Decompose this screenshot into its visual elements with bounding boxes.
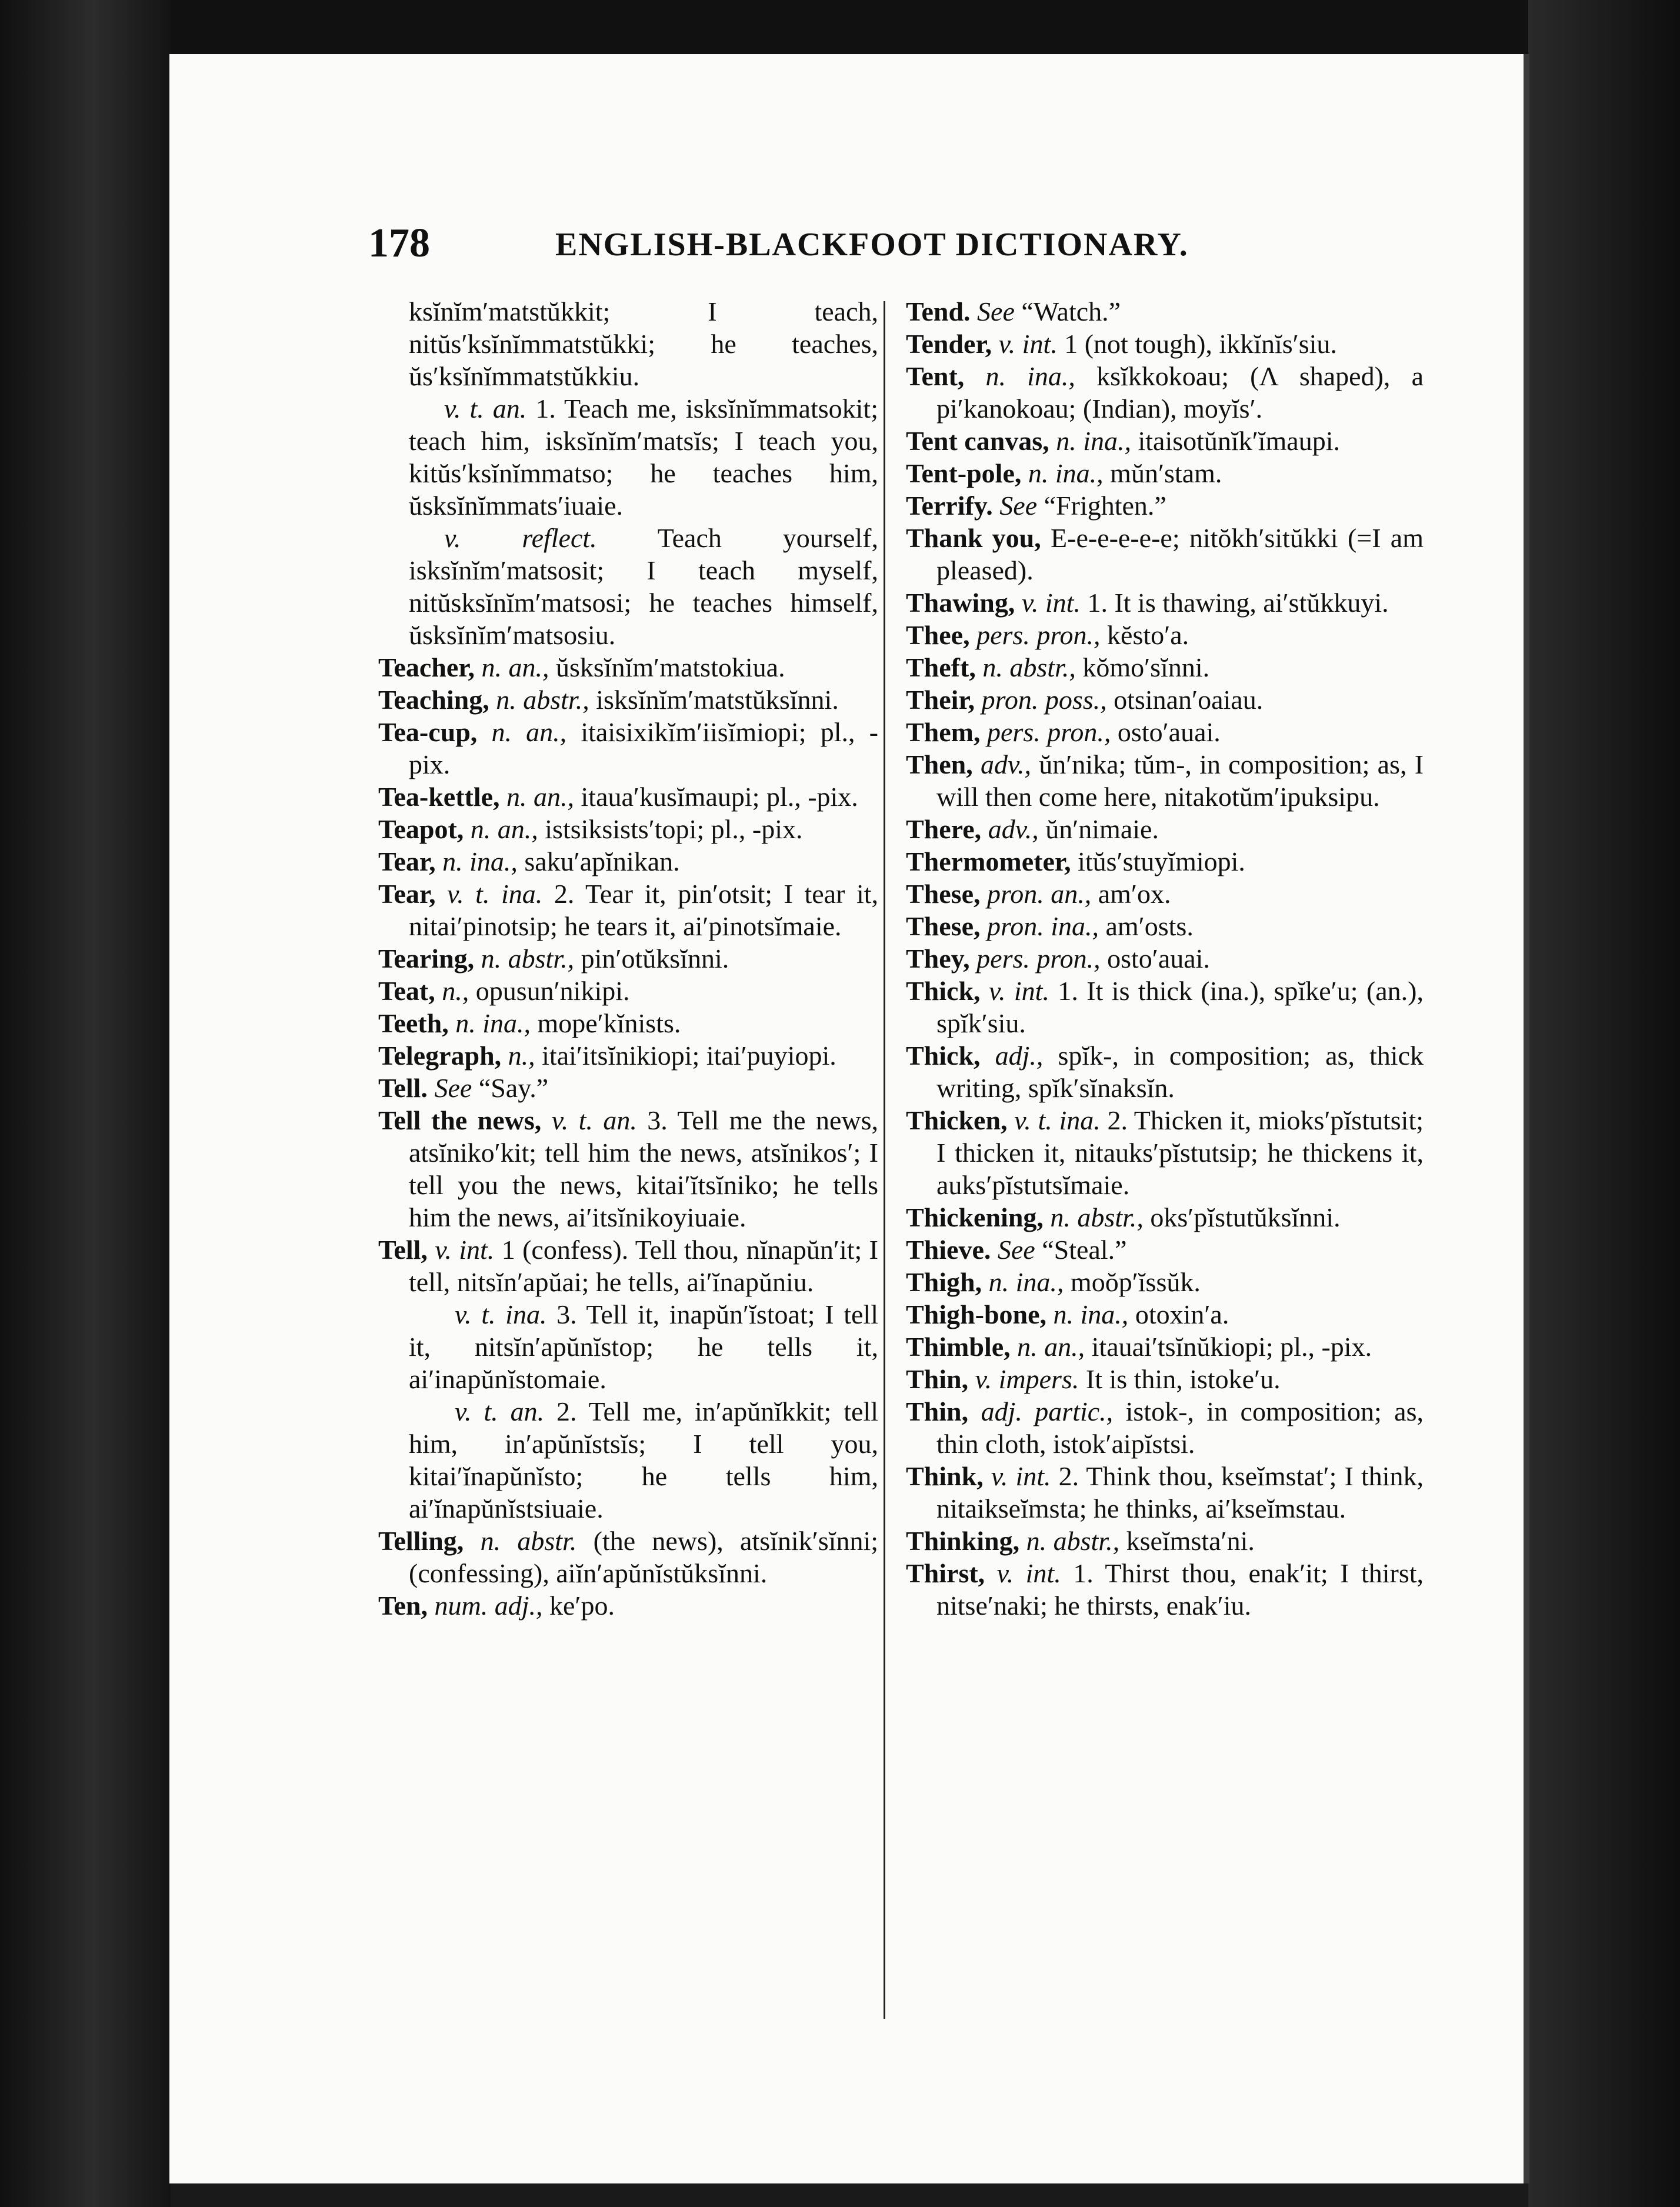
definition: istok-, in composition; as, thin cloth, istok′aipĭstsi.: [936, 1396, 1424, 1459]
dictionary-entry: [906, 1201, 1424, 1233]
dictionary-entry: [906, 328, 1424, 360]
sense-label: v. t. an.: [455, 1396, 545, 1426]
dictionary-entry: [378, 975, 878, 1007]
part-of-speech: pron. poss.,: [981, 685, 1107, 715]
definition: E-e-e-e-e-e; nitŏkh′sitŭkki (=I am pleased).: [936, 523, 1424, 585]
dictionary-entry: [378, 845, 878, 878]
part-of-speech: n. abstr.,: [982, 652, 1076, 682]
definition: ke′po.: [542, 1591, 615, 1621]
dictionary-entry: [906, 457, 1424, 489]
dictionary-entry: [906, 1039, 1424, 1104]
definition: otoxin′a.: [1128, 1299, 1229, 1329]
headword: Tear,: [378, 846, 436, 876]
part-of-speech: n. ina.,: [442, 846, 518, 876]
part-of-speech: See: [997, 1235, 1035, 1265]
definition: “Say.”: [472, 1073, 549, 1103]
dictionary-entry: [906, 295, 1424, 328]
headword: Teapot,: [378, 814, 464, 844]
dictionary-entry: [906, 878, 1424, 910]
definition: ksĭkkokoau; (Λ shaped), a pi′kanokoau; (Indian), moyĭs′.: [936, 361, 1424, 424]
part-of-speech: v. int.: [996, 1558, 1061, 1588]
scan-border-left: [0, 0, 171, 2207]
part-of-speech: v. impers.: [975, 1364, 1079, 1394]
dictionary-entry: [906, 813, 1424, 845]
part-of-speech: pers. pron.,: [987, 717, 1111, 747]
definition: itauai′tsĭnŭkiopi; pl., -pix.: [1085, 1332, 1372, 1362]
part-of-speech: pers. pron.,: [976, 944, 1101, 974]
definition: ŭsksĭnĭm′matstokiua.: [549, 652, 785, 682]
definition: osto′auai.: [1111, 717, 1221, 747]
dictionary-entry: [378, 684, 878, 716]
definition: isksĭnĭm′matstŭksĭnni.: [589, 685, 839, 715]
part-of-speech: adv.,: [988, 814, 1039, 844]
dictionary-entry: [906, 1331, 1424, 1363]
dictionary-entry: [906, 360, 1424, 425]
dictionary-entry: [906, 748, 1424, 813]
definition: saku′apĭnikan.: [517, 846, 680, 876]
dictionary-page: [169, 54, 1529, 2183]
definition: “Steal.”: [1035, 1235, 1127, 1265]
definition: itŭs′stuyĭmiopi.: [1071, 846, 1245, 876]
dictionary-entry: [906, 1298, 1424, 1331]
part-of-speech: pron. an.,: [987, 879, 1092, 909]
headword: Thin,: [906, 1364, 969, 1394]
definition: itaisotŭnĭk′ĭmaupi.: [1131, 426, 1341, 456]
dictionary-entry: [906, 1395, 1424, 1460]
sub-sense: [378, 392, 878, 522]
right-column: [906, 295, 1424, 1622]
dictionary-entry: [906, 619, 1424, 651]
part-of-speech: n. an.,: [1017, 1332, 1085, 1362]
headword: Thick,: [906, 976, 981, 1006]
part-of-speech: adj.,: [995, 1041, 1044, 1071]
dictionary-entry: [906, 1460, 1424, 1525]
dictionary-entry: [378, 716, 878, 781]
headword: Tea-cup,: [378, 717, 478, 747]
part-of-speech: v. t. ina.: [447, 879, 543, 909]
part-of-speech: n. abstr.: [480, 1526, 577, 1556]
definition: pin′otŭksĭnni.: [574, 944, 729, 974]
part-of-speech: n. an.,: [481, 652, 549, 682]
part-of-speech: v. int.: [998, 329, 1058, 359]
page-edge-shadow: [1524, 54, 1529, 2183]
definition: 1 (confess). Tell thou, nĭnapŭn′it; I tell, nitsĭn′apŭai; he tells, ai′ĭnapŭniu.: [409, 1235, 879, 1297]
headword: Thimble,: [906, 1332, 1011, 1362]
headword: Thin,: [906, 1396, 969, 1426]
headword: Tent-pole,: [906, 458, 1022, 488]
sense-body: 1. Teach me, isksĭnĭmmatsokit; teach him, isksĭnĭm′matsĭs; I teach you, kitŭs′ksĭnĭmmatso; he teaches him, ŭsksĭnĭmmats′iuaie.: [409, 394, 878, 521]
headword: Their,: [906, 685, 975, 715]
part-of-speech: n. abstr.,: [481, 944, 575, 974]
headword: Tea-kettle,: [378, 782, 500, 812]
dictionary-entry: [906, 975, 1424, 1039]
part-of-speech: pers. pron.,: [976, 620, 1101, 650]
part-of-speech: n. ina.,: [1053, 1299, 1129, 1329]
headword: Thickening,: [906, 1202, 1044, 1232]
dictionary-entry: [378, 878, 878, 942]
definition: 1. It is thick (ina.), spĭke′u; (an.), spĭk′siu.: [936, 976, 1424, 1038]
part-of-speech: n. abstr.,: [1050, 1202, 1144, 1232]
dictionary-entry: [906, 910, 1424, 942]
scan-speck: [1147, 18, 1151, 28]
headword: Thick,: [906, 1041, 981, 1071]
part-of-speech: n. abstr.,: [1026, 1526, 1120, 1556]
headword: Thigh-bone,: [906, 1299, 1047, 1329]
page-number: 178: [368, 221, 430, 266]
headword: Teaching,: [378, 685, 489, 715]
left-column: [378, 295, 878, 1622]
running-title: ENGLISH-BLACKFOOT DICTIONARY.: [555, 226, 1189, 263]
sub-sense: [378, 522, 878, 651]
part-of-speech: n. abstr.,: [496, 685, 589, 715]
part-of-speech: n. an.,: [470, 814, 538, 844]
headword: These,: [906, 879, 981, 909]
definition: otsinan′oaiau.: [1106, 685, 1264, 715]
part-of-speech: v. int.: [988, 976, 1049, 1006]
definition: 2. Tear it, pin′otsit; I tear it, nitai′pinotsip; he tears it, ai′pinotsĭmaie.: [409, 879, 878, 941]
definition: It is thin, istoke′u.: [1079, 1364, 1281, 1394]
sense-body: Teach yourself, isksĭnĭm′matsosit; I teach myself, nitŭsksĭnĭm′matsosi; he teaches himself, ŭsksĭnĭm′matsosiu.: [409, 523, 879, 650]
part-of-speech: v. t. an.: [551, 1105, 637, 1135]
headword: Theft,: [906, 652, 976, 682]
part-of-speech: v. t. ina.: [1014, 1105, 1101, 1135]
headword: They,: [906, 944, 970, 974]
dictionary-entry: [378, 1525, 878, 1589]
part-of-speech: n. ina.,: [455, 1008, 531, 1038]
headword: Ten,: [378, 1591, 428, 1621]
sense-label: v. t. ina.: [455, 1299, 547, 1329]
definition: moŏp′ĭssŭk.: [1064, 1267, 1201, 1297]
definition: am′ox.: [1091, 879, 1171, 909]
headword: Thee,: [906, 620, 970, 650]
sense-body: 3. Tell it, inapŭn′ĭstoat; I tell it, nitsĭn′apŭnĭstop; he tells it, ai′inapŭnĭstomaie.: [409, 1299, 878, 1394]
dictionary-entry: [906, 942, 1424, 975]
definition: istsiksists′topi; pl., -pix.: [538, 814, 803, 844]
definition: ŭn′nimaie.: [1038, 814, 1159, 844]
sense-label: v. reflect.: [444, 523, 597, 553]
part-of-speech: n. an.,: [506, 782, 575, 812]
definition: mope′kĭnists.: [530, 1008, 681, 1038]
headword: Tear,: [378, 879, 436, 909]
headword: Thigh,: [906, 1267, 982, 1297]
headword: Tend.: [906, 296, 971, 326]
definition: itai′itsĭnikiopi; itai′puyiopi.: [535, 1041, 836, 1071]
dictionary-entry: [378, 1072, 878, 1104]
headword: Then,: [906, 749, 973, 779]
dictionary-entry: [906, 684, 1424, 716]
definition: 3. Tell me the news, atsĭniko′kit; tell him the news, atsĭnikos′; I tell you the news, kitai′ĭtsĭniko; he tells him the news, ai′itsĭnikoyiuaie.: [409, 1105, 878, 1232]
headword: Teeth,: [378, 1008, 449, 1038]
dictionary-entry: [906, 651, 1424, 684]
part-of-speech: num. adj.,: [434, 1591, 543, 1621]
definition: opusun′nikipi.: [469, 976, 630, 1006]
part-of-speech: n.,: [508, 1041, 535, 1071]
dictionary-entry: [906, 1266, 1424, 1298]
headword: Tent canvas,: [906, 426, 1049, 456]
entry-continuation: [378, 295, 878, 392]
dictionary-entry: [378, 1104, 878, 1233]
headword: Thinking,: [906, 1526, 1020, 1556]
definition: mŭn′stam.: [1103, 458, 1222, 488]
definition: oks′pĭstutŭksĭnni.: [1143, 1202, 1341, 1232]
part-of-speech: See: [977, 296, 1015, 326]
headword: Tell,: [378, 1235, 428, 1265]
dictionary-entry: [906, 1233, 1424, 1266]
definition: 1 (not tough), ikkĭnĭs′siu.: [1057, 329, 1337, 359]
headword: Telegraph,: [378, 1041, 502, 1071]
headword: Thermometer,: [906, 846, 1071, 876]
dictionary-entry: [906, 1557, 1424, 1622]
dictionary-entry: [378, 1007, 878, 1039]
entry-text: ksĭnĭm′matstŭkkit; I teach, nitŭs′ksĭnĭmmatstŭkki; he teaches, ŭs′ksĭnĭmmatstŭkkiu.: [409, 296, 878, 391]
scan-border-right: [1528, 0, 1680, 2207]
definition: kĕsto′a.: [1100, 620, 1189, 650]
definition: kŏmo′sĭnni.: [1075, 652, 1210, 682]
column-divider: [884, 301, 885, 2019]
headword: Teat,: [378, 976, 435, 1006]
page-header: [368, 220, 1368, 273]
definition: spĭk-, in composition; as, thick writing, spĭk′sĭnaksĭn.: [936, 1041, 1424, 1103]
dictionary-entry: [378, 1233, 878, 1298]
definition: am′osts.: [1098, 911, 1194, 941]
part-of-speech: adj. partic.,: [981, 1396, 1114, 1426]
part-of-speech: n. ina.,: [988, 1267, 1064, 1297]
part-of-speech: v. int.: [1021, 588, 1081, 618]
part-of-speech: See: [999, 491, 1038, 521]
dictionary-entry: [378, 651, 878, 684]
scan-border-top: [0, 0, 1680, 54]
headword: Telling,: [378, 1526, 464, 1556]
headword: Thank you,: [906, 523, 1041, 553]
definition: “Frighten.”: [1037, 491, 1166, 521]
dictionary-entry: [906, 1525, 1424, 1557]
dictionary-entry: [906, 1104, 1424, 1201]
definition: osto′auai.: [1100, 944, 1210, 974]
headword: Terrify.: [906, 491, 993, 521]
dictionary-entry: [906, 489, 1424, 522]
part-of-speech: adv.,: [981, 749, 1032, 779]
headword: These,: [906, 911, 981, 941]
definition: ŭn′nika; tŭm-, in composition; as, I will then come here, nitakotŭm′ipuksipu.: [936, 749, 1424, 812]
part-of-speech: v. int.: [435, 1235, 495, 1265]
part-of-speech: n.,: [442, 976, 469, 1006]
part-of-speech: v. int.: [991, 1461, 1051, 1491]
headword: Tell.: [378, 1073, 428, 1103]
part-of-speech: n. an.,: [491, 717, 567, 747]
sub-sense: [378, 1395, 878, 1525]
definition: 2. Think thou, kseĭmstat′; I think, nitaikseĭmsta; he thinks, ai′kseĭmstau.: [936, 1461, 1424, 1523]
sense-body: 2. Tell me, in′apŭnĭkkit; tell him, in′apŭnĭstsĭs; I tell you, kitai′ĭnapŭnĭsto; he tells him, ai′ĭnapŭnĭstsiuaie.: [409, 1396, 878, 1523]
definition: “Watch.”: [1014, 296, 1121, 326]
dictionary-entry: [378, 781, 878, 813]
headword: Thawing,: [906, 588, 1015, 618]
headword: Tell the news,: [378, 1105, 542, 1135]
dictionary-entry: [378, 1589, 878, 1622]
definition: itaisixikĭm′iisĭmiopi; pl., -pix.: [409, 717, 879, 779]
dictionary-entry: [906, 1363, 1424, 1395]
dictionary-entry: [906, 845, 1424, 878]
headword: Thirst,: [906, 1558, 985, 1588]
headword: Thieve.: [906, 1235, 991, 1265]
headword: Them,: [906, 717, 981, 747]
dictionary-entry: [378, 1039, 878, 1072]
dictionary-entry: [378, 942, 878, 975]
part-of-speech: pron. ina.,: [987, 911, 1099, 941]
dictionary-entry: [378, 813, 878, 845]
headword: Tearing,: [378, 944, 475, 974]
dictionary-entry: [906, 425, 1424, 457]
sub-sense: [378, 1298, 878, 1395]
dictionary-entry: [906, 716, 1424, 748]
dictionary-entry: [906, 586, 1424, 619]
definition: 1. Thirst thou, enak′it; I thirst, nitse′naki; he thirsts, enak′iu.: [936, 1558, 1424, 1621]
headword: Tent,: [906, 361, 965, 391]
part-of-speech: n. ina.,: [985, 361, 1075, 391]
headword: There,: [906, 814, 982, 844]
definition: 2. Thicken it, mioks′pĭstutsit; I thicken it, nitauks′pĭstutsip; he thickens it, auks′pĭstutsĭmaie.: [936, 1105, 1424, 1200]
definition: 1. It is thawing, ai′stŭkkuyi.: [1080, 588, 1389, 618]
part-of-speech: n. ina.,: [1028, 458, 1104, 488]
definition: itaua′kusĭmaupi; pl., -pix.: [574, 782, 858, 812]
sense-label: v. t. an.: [444, 394, 527, 424]
definition: kseĭmsta′ni.: [1119, 1526, 1255, 1556]
headword: Tender,: [906, 329, 992, 359]
part-of-speech: See: [434, 1073, 472, 1103]
part-of-speech: n. ina.,: [1056, 426, 1131, 456]
definition: (the news), atsĭnik′sĭnni; (confessing), aiĭn′apŭnĭstŭksĭnni.: [409, 1526, 879, 1588]
headword: Think,: [906, 1461, 984, 1491]
headword: Thicken,: [906, 1105, 1008, 1135]
dictionary-entry: [906, 522, 1424, 586]
scan-speck: [1275, 9, 1291, 33]
headword: Teacher,: [378, 652, 475, 682]
